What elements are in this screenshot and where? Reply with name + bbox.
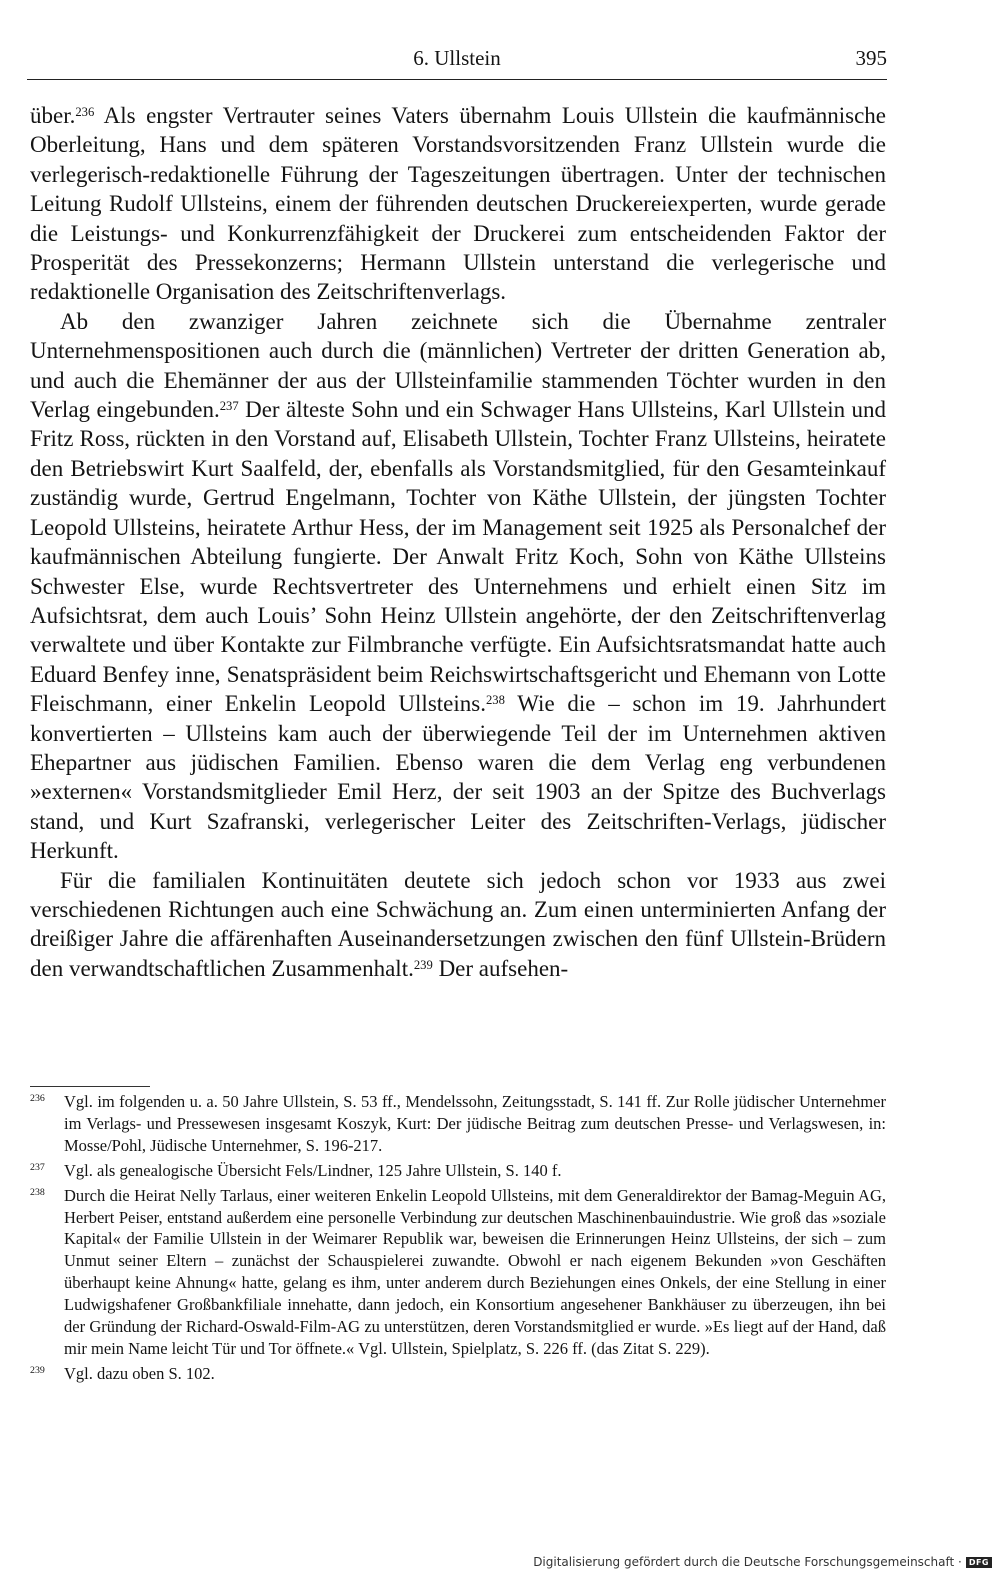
footnote-number: 239 (30, 1364, 45, 1376)
digitization-credit (533, 1555, 992, 1569)
footnote-text: Durch die Heirat Nelly Tarlaus, einer weiteren Enkelin Leopold Ullsteins, mit dem Generaldirektor der Bamag-Meguin AG, Herbert Peiser, entstand außerdem eine personelle Verbindung zur deutschen Maschinenbauindustrie. Wie groß das »soziale Kapital« der Familie Ullstein in der Weimarer Republik war, beweisen die Erinnerungen Heinz Ullsteins, der sich – zum Unmut seiner Eltern – zunächst der Schauspielerei zuwandte. Obwohl er nach eigenem Bekunden »von Geschäften überhaupt keine Ahnung« hatte, gelang es ihm, unter anderem durch Beziehungen eines Onkels, der eine Stellung in einer Ludwigshafener Großbankfiliale innehatte, dann jedoch, ein Konsortium angesehener Bankhäuser zu überzeugen, ihn bei der Gründung der Richard-Oswald-Film-AG zu unterstützen, deren Vorstandsmitglied er wurde. »Es liegt auf der Hand, daß mir mein Name leicht Tür und Tor öffnete.« Vgl. Ullstein, Spielplatz, S. 226 ff. (das Zitat S. 229). (64, 1185, 886, 1358)
footnotes (30, 1088, 886, 1385)
paragraph-3 (30, 866, 886, 984)
footnote-ref-239[interactable]: 239 (413, 957, 433, 972)
header-rule (27, 79, 887, 80)
text-run: Der älteste Sohn und ein Schwager Hans Ullsteins, Karl Ullstein und Fritz Ross, rückten in den Vorstand auf, Elisabeth Ullstein, Tochter Franz Ullsteins, heiratete den Betriebswirt Kurt Saalfeld, der, ebenfalls als Vorstandsmitglied, für den Gesamteinkauf zuständig wurde, Gertrud Engelmann, Tochter von Käthe Ullstein, der jüngsten Tochter Leopold Ullsteins, heiratete Arthur Hess, der im Management seit 1925 als Personalchef der kaufmännischen Abteilung fungierte. Der Anwalt Fritz Koch, Sohn von Käthe Ullsteins Schwester Else, wurde Rechtsvertreter des Unternehmens und erhielt einen Sitz im Aufsichtsrat, dem auch Louis’ Sohn Heinz Ullstein angehörte, der den Zeitschriftenverlag verwaltete und über Kontakte zur Filmbranche verfügte. Ein Aufsichtsratsmandat hatte auch Eduard Benfey inne, Senatspräsident beim Reichswirtschaftsgericht und Ehemann von Lotte Fleischmann, einer Enkelin Leopold Ullsteins. (30, 397, 887, 717)
paragraph-2 (30, 307, 886, 866)
running-title: 6. Ullstein (413, 46, 501, 70)
page-number: 395 (855, 46, 887, 70)
page-header (27, 46, 887, 76)
text-run: Für die familialen Kontinuitäten deutete sich jedoch schon vor 1933 aus zwei verschiedenen Richtungen auch eine Schwächung an. Zum einen unterminierten Anfang der dreißiger Jahre die affärenhaften Auseinandersetzungen zwischen den fünf Ullstein-Brüdern den verwandtschaftlichen Zusammenhalt. (30, 867, 886, 981)
footnote-ref-236[interactable]: 236 (75, 105, 95, 120)
footnote-text: Vgl. als genealogische Übersicht Fels/Lindner, 125 Jahre Ullstein, S. 140 f. (64, 1160, 562, 1180)
footnote-number: 237 (30, 1161, 45, 1173)
text-run: Der aufsehen- (432, 955, 569, 981)
credit-text: Digitalisierung gefördert durch die Deutsche Forschungsgemeinschaft · (533, 1555, 962, 1569)
footnote-number: 236 (30, 1093, 45, 1104)
footnote-236 (30, 1091, 886, 1157)
text-run: Wie die – schon im 19. Jahrhundert konvertierten – Ullsteins kam auch der überwiegende Teil der im Unternehmen aktiven Ehepartner aus jüdischen Familien. Ebenso waren die dem Verlag eng verbundenen »externen« Vorstandsmitglieder Emil Herz, der seit 1903 an der Spitze des Buchverlags stand, und Kurt Szafranski, verlegerischer Leiter des Zeitschriften-Verlags, jüdischer Herkunft. (30, 691, 886, 864)
paragraph-1 (30, 101, 886, 307)
footnote-239 (30, 1363, 886, 1385)
footnote-text: Vgl. im folgenden u. a. 50 Jahre Ullstein, S. 53 ff., Mendelssohn, Zeitungsstadt, S. 141 ff. Zur Rolle jüdischer Unternehmer im Verlags- und Pressewesen insgesamt Koszyk, Kurt: Der jüdische Beitrag zum deutschen Presse- und Verlagswesen, in: Mosse/Pohl, Jüdische Unternehmer, S. 196-217. (64, 1092, 886, 1155)
footnote-237 (30, 1160, 886, 1182)
dfg-logo: DFG (966, 1557, 992, 1568)
body-text (30, 101, 886, 983)
footnote-238 (30, 1185, 886, 1360)
footnote-text: Vgl. dazu oben S. 102. (64, 1363, 215, 1383)
footnote-ref-238[interactable]: 238 (485, 693, 505, 708)
footnote-ref-237[interactable]: 237 (219, 399, 239, 414)
footnote-number: 238 (30, 1186, 45, 1198)
text-run: Als engster Vertrauter seines Vaters übernahm Louis Ullstein die kaufmännische Oberleitung, Hans und dem späteren Vorstandsvorsitzenden Franz Ullstein wurde die verlegerisch-redaktionelle Führung der Tageszeitungen übertragen. Unter der technischen Leitung Rudolf Ullsteins, einem der führenden deutschen Druckereiexperten, wurde gerade die Leistungs- und Konkurrenzfähigkeit der Druckerei zum entscheidenden Faktor der Prosperität des Pressekonzerns; Hermann Ullstein unterstand die verlegerische und redaktionelle Organisation des Zeitschriftenverlags. (30, 103, 886, 305)
text-run: über. (30, 103, 76, 128)
footnote-rule (30, 1086, 150, 1087)
text-run: Ab den zwanziger Jahren zeichnete sich die Übernahme zentraler Unternehmenspositionen auch durch die (männlichen) Vertreter der dritten Generation ab, und auch die Ehemänner der aus der Ullsteinfamilie stammenden Töchter wurden in den Verlag eingebunden. (30, 308, 886, 423)
